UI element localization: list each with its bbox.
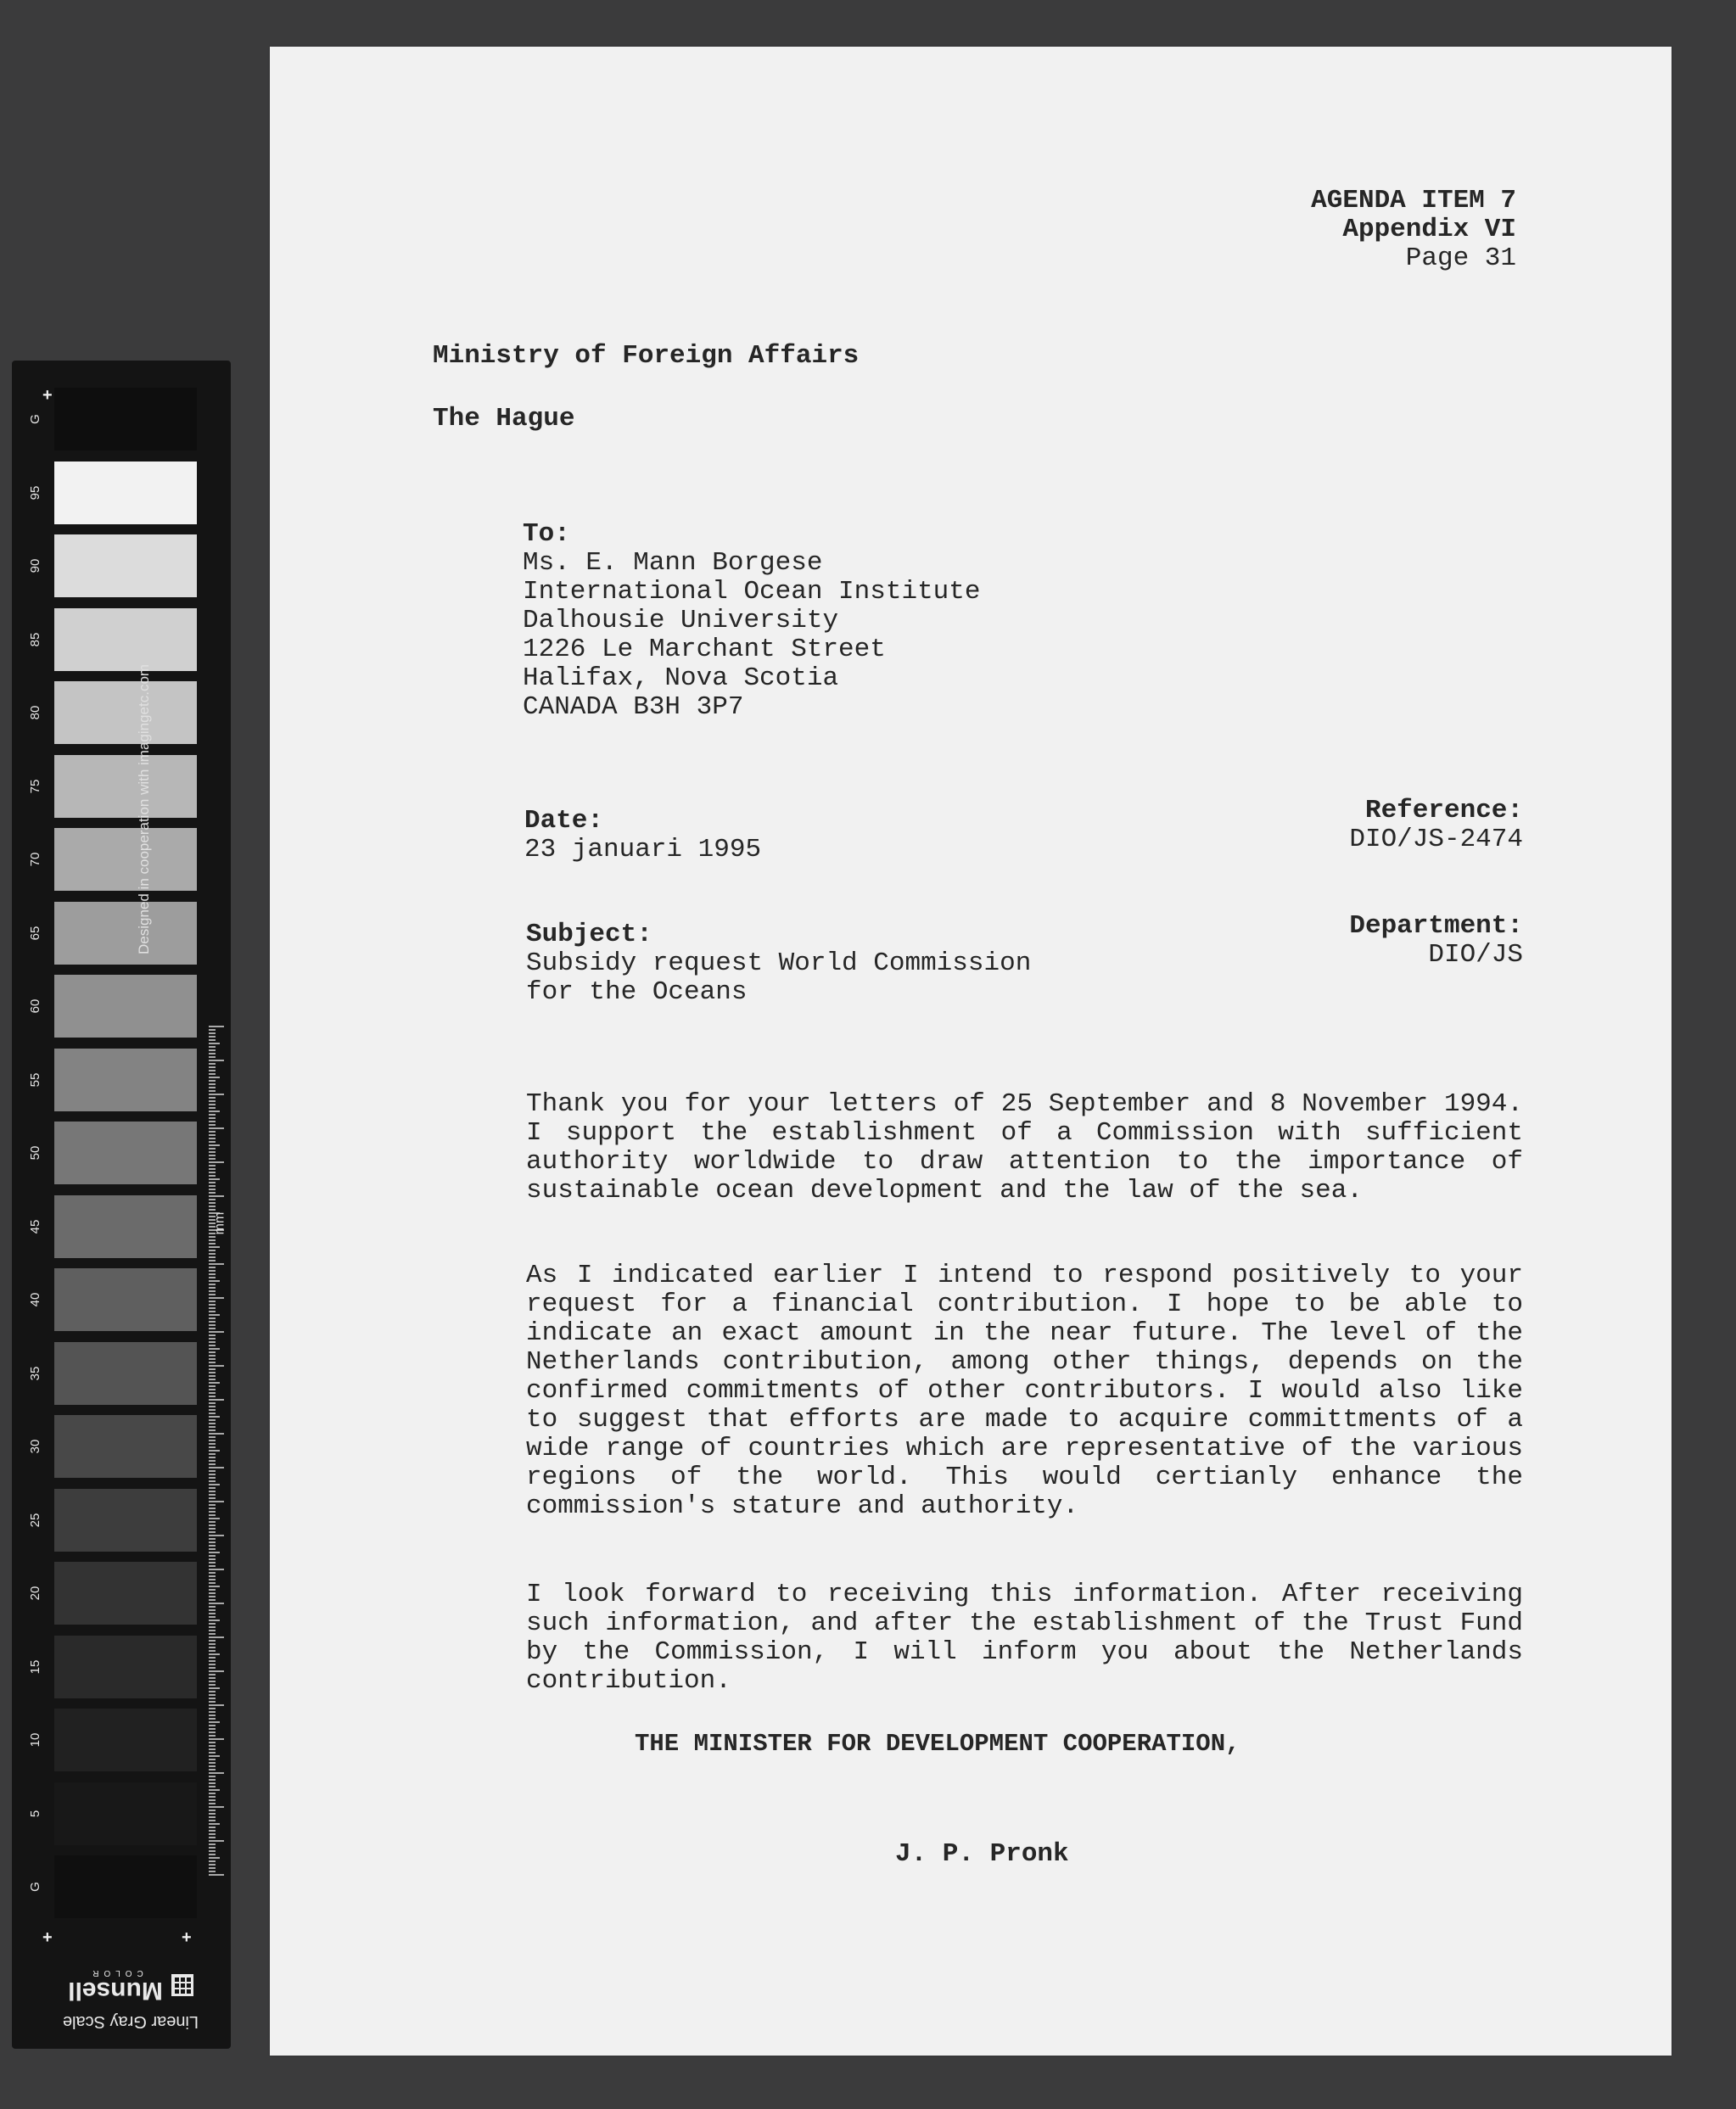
swatch-label: 90 [28,558,42,573]
address-line: Ms. E. Mann Borgese [523,548,823,578]
brand-subtitle: COLOR [87,1968,143,1978]
recipient-label: To: [523,519,570,549]
subject-line: for the Oceans [526,977,748,1007]
address-line: CANADA B3H 3P7 [523,692,744,722]
swatch-label: 10 [28,1732,42,1748]
swatch-label: 45 [28,1219,42,1234]
gray-scale-card [12,361,231,2049]
reference-label: Reference: [1364,796,1523,825]
swatch-label: G [28,414,42,424]
swatch-label: 70 [28,852,42,867]
subject-label: Subject: [526,920,652,949]
mm-ruler [12,361,231,2049]
date-label: Date: [524,806,604,836]
signatory-name: J. P. Pronk [895,1839,1069,1869]
department-value: DIO/JS [1428,940,1523,970]
agenda-item: AGENDA ITEM 7 [1311,186,1516,215]
munsell-branding [46,1968,216,2031]
swatch-label: 60 [28,999,42,1014]
munsell-grid-icon [171,1975,193,1997]
swatch-label: 15 [28,1659,42,1674]
registration-mark: + [42,1928,53,1947]
page-number: Page 31 [1405,243,1516,273]
letter-page [270,47,1672,2056]
closing-title: THE MINISTER FOR DEVELOPMENT COOPERATION, [635,1730,1240,1758]
swatch-label: G [28,1882,42,1892]
swatch-label: 25 [28,1513,42,1527]
reference-value: DIO/JS-2474 [1349,825,1523,854]
date-value: 23 januari 1995 [524,835,762,864]
swatch-label: 80 [28,705,42,720]
department-label: Department: [1349,911,1523,941]
cooperation-note: Designed in cooperation with imagingetc.com [136,663,152,954]
body-paragraph: As I indicated earlier I intend to respond positively to your request for a financial contribution. I hope to be able to indicate an exact amount in the near future. The level of the Netherlands contribution, among other things, depends on the confirmed commitments of other contributors. I would also like to suggest that efforts are made to acquire committments of a wide range of countries which are representative of the various regions of the world. This would certianly enhance the commission's stature and authority. [526,1261,1523,1521]
swatch-label: 35 [28,1366,42,1380]
ministry-name: Ministry of Foreign Affairs [433,341,860,371]
swatch-label: 30 [28,1439,42,1454]
swatch-label: 40 [28,1292,42,1307]
recipient-address [523,549,981,722]
body-paragraph: I look forward to receiving this information. After receiving such information, and after the establishment of the Trust Fund by the Commission, I will inform you about the Netherlands contribution. [526,1580,1523,1696]
body-paragraph: Thank you for your letters of 25 September and 8 November 1994. I support the establishment of a Commission with sufficient authority worldwide to draw attention to the importance of sustainable ocean development and the law of the sea. [526,1089,1523,1206]
address-line: 1226 Le Marchant Street [523,635,886,664]
address-line: Dalhousie University [523,606,839,635]
registration-mark: + [182,1928,192,1947]
swatch-label: 20 [28,1586,42,1601]
appendix: Appendix VI [1342,215,1516,244]
swatch-label: 5 [28,1810,42,1817]
swatch-label: 50 [28,1145,42,1161]
swatch-label: 95 [28,485,42,500]
ruler-unit-label: mm [212,1211,227,1235]
address-line: Halifax, Nova Scotia [523,663,839,693]
address-line: International Ocean Institute [523,577,981,607]
subject-line: Subsidy request World Commission [526,948,1032,978]
scale-name: Linear Gray Scale [62,2012,199,2031]
document-header [1311,187,1516,273]
swatch-label: 75 [28,779,42,793]
sender-city: The Hague [433,404,575,434]
brand-name: Munsell [68,1977,163,2005]
registration-mark: + [42,386,53,405]
swatch-label: 85 [28,632,42,646]
swatch-label: 65 [28,926,42,940]
swatch-label: 55 [28,1072,42,1087]
